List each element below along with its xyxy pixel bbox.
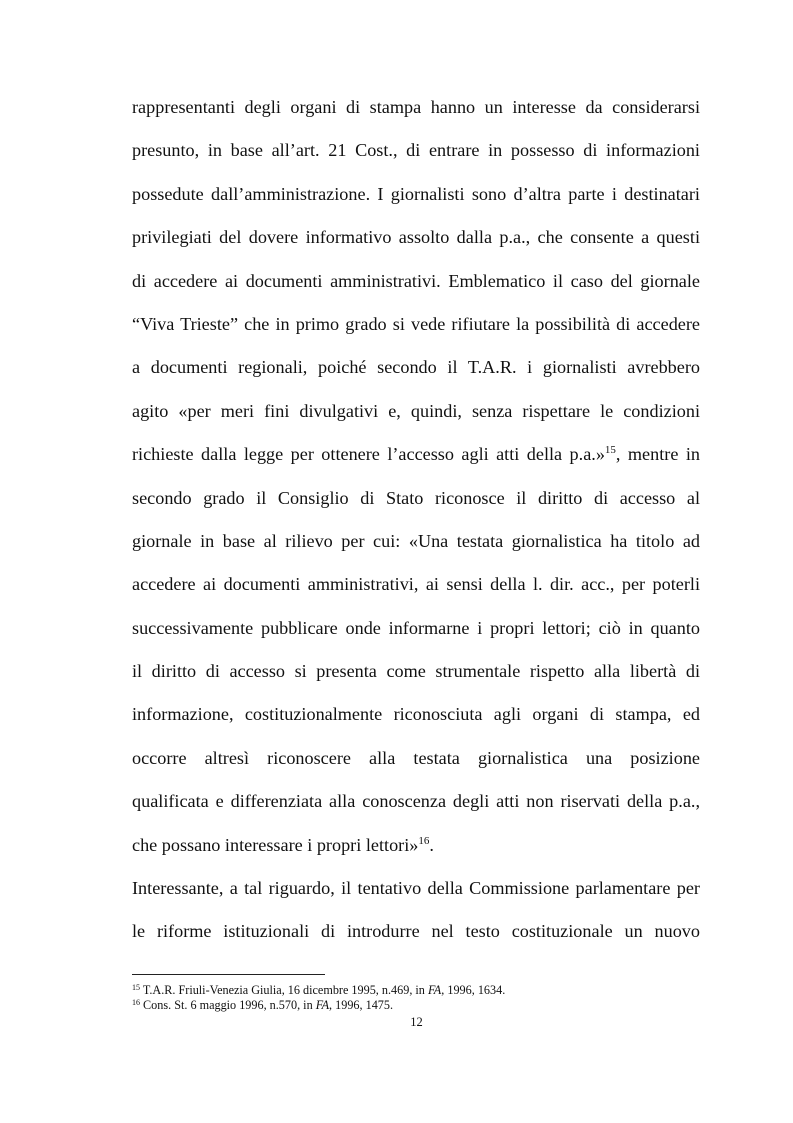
text-line: le riforme istituzionali di introdurre nel testo costituzionale un nuovo [132, 921, 700, 942]
footnote-text: Cons. St. 6 maggio 1996, n.570, in [140, 997, 316, 1012]
text-line: agito «per meri fini divulgativi e, quindi, senza rispettare le condizioni [132, 400, 700, 421]
page-number: 12 [410, 1015, 423, 1029]
footnote-journal: FA [315, 997, 330, 1012]
text-line: rappresentanti degli organi di stampa hanno un interesse da considerarsi [132, 97, 700, 117]
text-line: successivamente pubblicare onde informarne i propri lettori; ciò in quanto [132, 617, 700, 638]
text-line: accedere ai documenti amministrativi, ai sensi della l. dir. acc., per poterli [132, 574, 700, 595]
text-line: “Viva Trieste” che in primo grado si vede rifiutare la possibilità di accedere [132, 313, 700, 334]
footnote-text: T.A.R. Friuli-Venezia Giulia, 16 dicembre 1995, n.469, in [140, 983, 428, 997]
text-line: Interessante, a tal riguardo, il tentativo della Commissione parlamentare per [132, 878, 700, 899]
footnote-16 [132, 998, 700, 1013]
text-line: giornale in base al rilievo per cui: «Una testata giornalistica ha titolo ad [132, 530, 700, 551]
text-line: il diritto di accesso si presenta come strumentale rispetto alla libertà di [132, 661, 700, 682]
footnote-15 [132, 983, 700, 998]
text-segment: che possano interessare i propri lettori» [132, 834, 419, 855]
text-line [132, 433, 700, 476]
text-segment: richieste dalla legge per ottenere l’accesso agli atti della p.a.» [132, 444, 605, 465]
text-line: di accedere ai documenti amministrativi. Emblematico il caso del giornale [132, 270, 700, 291]
text-line: occorre altresì riconoscere alla testata giornalistica una posizione [132, 747, 700, 768]
text-line: informazione, costituzionalmente riconosciuta agli organi di stampa, ed [132, 704, 700, 725]
footnotes [132, 983, 700, 1012]
footnote-journal: FA [427, 983, 442, 997]
footnote-number: 15 [132, 983, 140, 992]
text-segment: . [429, 834, 434, 855]
text-line: privilegiati del dovere informativo assolto dalla p.a., che consente a questi [132, 227, 700, 248]
text-line: possedute dall’amministrazione. I giornalisti sono d’altra parte i destinatari [132, 183, 700, 204]
footnote-separator [132, 974, 325, 975]
footnote-text: , 1996, 1634. [441, 983, 506, 997]
text-line: secondo grado il Consiglio di Stato riconosce il diritto di accesso al [132, 487, 700, 508]
text-line: presunto, in base all’art. 21 Cost., di entrare in possesso di informazioni [132, 140, 700, 161]
body-text [132, 86, 700, 954]
text-line: a documenti regionali, poiché secondo il T.A.R. i giornalisti avrebbero [132, 357, 700, 378]
footnote-number: 16 [132, 997, 140, 1007]
text-line [132, 824, 700, 867]
footnote-text: , 1996, 1475. [329, 997, 394, 1012]
text-segment: , mentre in [615, 444, 700, 465]
text-line: qualificata e differenziata alla conoscenza degli atti non riservati della p.a., [132, 791, 700, 812]
footnote-ref-15[interactable]: 15 [604, 444, 616, 457]
footnote-ref-16[interactable]: 16 [418, 834, 430, 847]
